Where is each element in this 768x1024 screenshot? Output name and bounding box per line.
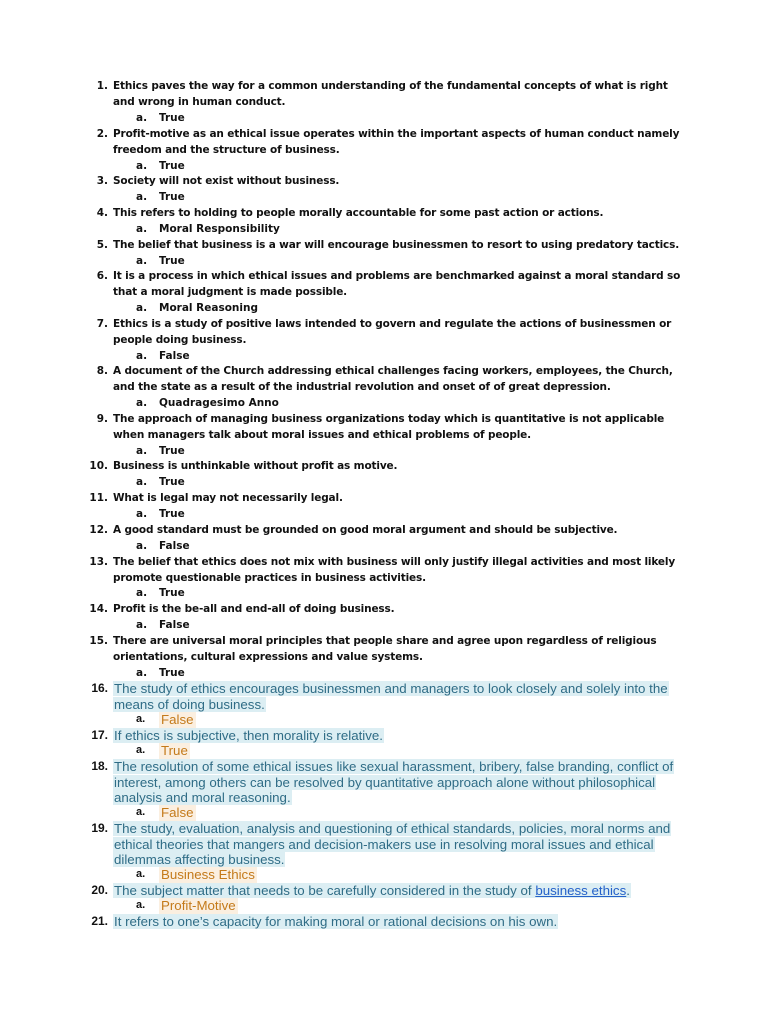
question-number: 18. [91,759,108,773]
question-number: 7. [96,318,108,330]
question-highlight: The resolution of some ethical issues like sexual harassment, bribery, false branding, conflict of interest, among others can be resolved by quantitative approach alone without philosophical analysis and moral reasoning. [114,759,674,805]
answer-text: True [159,587,185,599]
question-highlight [113,883,631,898]
answer-letter: a. [136,899,146,911]
answer-letter: a. [136,713,146,725]
question-text: Ethics paves the way for a common understanding of the fundamental concepts of what is right and wrong in human conduct. [113,80,668,108]
answer-letter: a. [136,619,148,631]
question-number: 19. [91,821,108,835]
answer-letter: a. [136,806,146,818]
business-ethics-link[interactable]: business ethics [535,883,627,898]
answer-letter: a. [136,667,148,679]
question-text: It is a process in which ethical issues and problems are benchmarked against a moral standard so that a moral judgment is made possible. [113,270,681,298]
question-text [113,728,683,744]
question-text [113,759,683,806]
question-highlight: If ethics is subjective, then morality is relative. [114,728,383,743]
answer-text: True [161,743,188,758]
question-text-after-link: . [626,883,630,898]
question-number: 10. [89,460,108,472]
question-text: This refers to holding to people morally accountable for some past action or actions. [113,207,604,219]
answer-text: True [159,255,185,267]
answer-text: False [159,350,190,362]
answer-letter: a. [136,191,148,203]
question-number: 17. [91,728,108,742]
question-text: Society will not exist without business. [113,175,340,187]
question-number: 11. [89,492,108,504]
answer-text: False [161,805,194,820]
question-text-before-link: The subject matter that needs to be carefully considered in the study of [114,883,536,898]
answer-text: Business Ethics [161,867,255,882]
question-highlight: The study, evaluation, analysis and questioning of ethical standards, policies, moral norms and ethical theories that mangers and decision-makers use in resolving moral issues and ethical dilemmas affecting business. [114,821,671,867]
answer-letter: a. [136,445,148,457]
question-text: There are universal moral principles that people share and agree upon regardless of religious orientations, cultural expressions and value systems. [113,635,657,663]
question-number: 9. [96,413,108,425]
question-text [113,883,683,899]
answer-text: True [159,112,185,124]
answer-text: Profit-Motive [161,898,236,913]
question-number: 13. [89,556,108,568]
answer-text: True [159,667,185,679]
answer-letter: a. [136,350,148,362]
answer-letter: a. [136,397,148,409]
question-text: What is legal may not necessarily legal. [113,492,343,504]
question-number: 16. [91,681,108,695]
question-text: A good standard must be grounded on good moral argument and should be subjective. [113,524,618,536]
question-text: Profit-motive as an ethical issue operates within the important aspects of human conduct namely freedom and the structure of business. [113,128,680,156]
question-text [113,914,683,930]
answer-letter: a. [136,476,148,488]
answer-letter: a. [136,160,148,172]
question-number: 8. [96,365,108,377]
answer-text: True [159,476,185,488]
answer-letter: a. [136,868,146,880]
question-number: 6. [96,270,108,282]
question-highlight: The study of ethics encourages businessmen and managers to look closely and solely into the means of doing business. [114,681,668,712]
answer-text: True [159,191,185,203]
answer-letter: a. [136,587,148,599]
answer-letter: a. [136,112,148,124]
answer-text: True [159,445,185,457]
answer-text: Moral Responsibility [159,223,280,235]
answer-letter: a. [136,302,148,314]
question-number: 5. [96,239,108,251]
question-number: 20. [91,883,108,897]
answer-letter: a. [136,223,148,235]
question-text: Ethics is a study of positive laws intended to govern and regulate the actions of businessmen or people doing business. [113,318,672,346]
question-number: 21. [91,914,108,928]
question-text: Profit is the be-all and end-all of doing business. [113,603,395,615]
question-highlight: It refers to one’s capacity for making moral or rational decisions on his own. [114,914,558,929]
question-number: 14. [89,603,108,615]
answer-letter: a. [136,508,148,520]
question-number: 15. [89,635,108,647]
question-text: The approach of managing business organizations today which is quantitative is not applicable when managers talk about moral issues and ethical problems of people. [113,413,665,441]
answer-letter: a. [136,255,148,267]
answer-text: True [159,508,185,520]
question-text: A document of the Church addressing ethical challenges facing workers, employees, the Church, and the state as a result of the industrial revolution and onset of of great depression. [113,365,673,393]
question-text: The belief that ethics does not mix with business will only justify illegal activities and most likely promote questionable practices in business activities. [113,556,676,584]
answer-letter: a. [136,744,146,756]
question-text: The belief that business is a war will encourage businessmen to resort to using predatory tactics. [113,239,680,251]
question-number: 2. [96,128,108,140]
question-text: Business is unthinkable without profit as motive. [113,460,398,472]
answer-letter: a. [136,540,148,552]
answer-text: False [159,619,190,631]
question-text [113,821,683,868]
question-text [113,681,683,712]
answer-text: Moral Reasoning [159,302,259,314]
question-number: 4. [96,207,108,219]
answer-text: False [161,712,194,727]
answer-text: False [159,540,190,552]
question-number: 3. [96,175,108,187]
question-number: 12. [89,524,108,536]
answer-text: True [159,160,185,172]
question-number: 1. [96,80,108,92]
answer-text: Quadragesimo Anno [159,397,279,409]
